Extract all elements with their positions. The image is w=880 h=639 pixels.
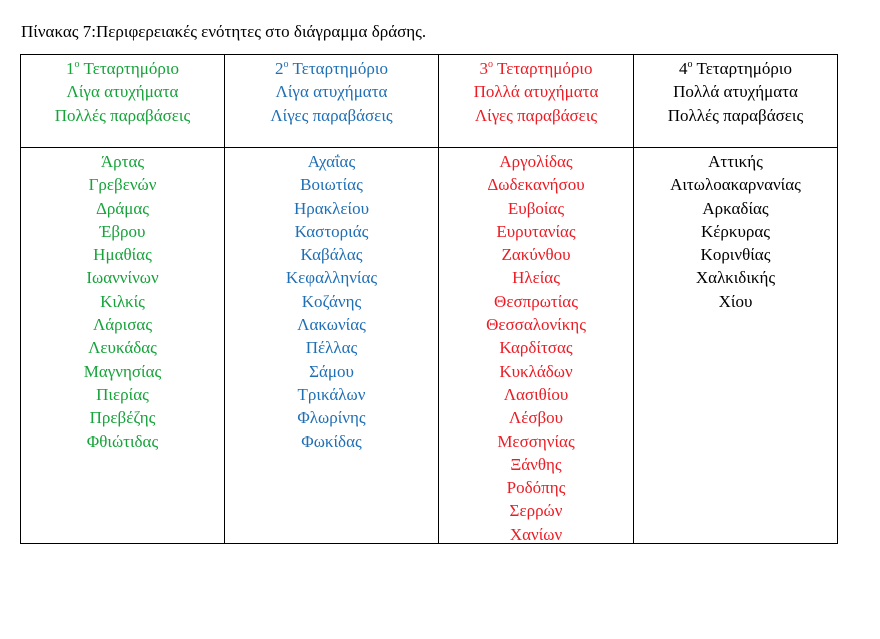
- regional-unit-item: Δράμας: [95, 198, 150, 218]
- regional-unit-item: Χανίων: [509, 524, 563, 544]
- regional-unit-item: Αρκαδίας: [702, 198, 769, 218]
- regional-unit-item: Ημαθίας: [93, 245, 152, 265]
- quadrant-4-accidents: Πολλά ατυχήματα: [673, 82, 798, 102]
- regional-unit-item: Ευρυτανίας: [496, 221, 576, 241]
- regional-unit-item: Κέρκυρας: [700, 221, 770, 241]
- regional-unit-item: Καρδίτσας: [499, 338, 573, 358]
- regional-unit-item: Κοζάνης: [301, 291, 362, 311]
- regional-unit-item: Ροδόπης: [506, 478, 566, 498]
- regional-unit-item: Βοιωτίας: [300, 175, 363, 195]
- regional-unit-item: Κεφαλληνίας: [285, 268, 378, 288]
- quadrant-1-accidents: Λίγα ατυχήματα: [66, 82, 179, 102]
- quadrant-4-violations: Πολλές παραβάσεις: [667, 105, 804, 125]
- regional-unit-item: Μεσσηνίας: [497, 431, 575, 451]
- regional-unit-item: Δωδεκανήσου: [487, 175, 585, 195]
- regional-unit-item: Πρεβέζης: [89, 408, 156, 428]
- regional-unit-item: Γρεβενών: [88, 175, 157, 195]
- quadrant-4-units: [634, 150, 837, 313]
- regional-unit-item: Αργολίδας: [499, 152, 573, 171]
- regional-unit-item: Χαλκιδικής: [695, 268, 776, 288]
- quadrant-2-accidents: Λίγα ατυχήματα: [275, 82, 388, 102]
- regional-unit-item: Πιερίας: [96, 384, 149, 404]
- regional-unit-item: Ηλείας: [512, 268, 560, 288]
- regional-unit-item: Αττικής: [708, 152, 763, 171]
- regional-unit-item: Φλωρίνης: [297, 408, 366, 428]
- regional-unit-item: Κορινθίας: [700, 245, 771, 265]
- quadrant-1-units: [21, 150, 224, 453]
- header-divider: [21, 147, 837, 148]
- quadrant-2-violations: Λίγες παραβάσεις: [270, 105, 393, 125]
- regional-unit-item: Λευκάδας: [88, 338, 157, 358]
- regional-unit-item: Λακωνίας: [297, 315, 366, 335]
- regional-unit-item: Καβάλας: [300, 245, 363, 265]
- regional-unit-item: Σερρών: [509, 501, 563, 521]
- regional-unit-item: Πέλλας: [305, 338, 358, 358]
- regional-unit-item: Αιτωλοακαρνανίας: [670, 175, 801, 195]
- quadrant-2-units: [225, 150, 438, 453]
- quadrant-2-header: [225, 57, 438, 127]
- regional-unit-item: Μαγνησίας: [83, 361, 162, 381]
- quadrant-4-title: $4^o$ Τεταρτημόριο: [679, 59, 792, 78]
- table-caption: Πίνακας 7:Περιφερειακές ενότητες στο διάγραμμα δράσης.: [21, 22, 427, 41]
- quadrant-3-accidents: Πολλά ατυχήματα: [473, 82, 599, 102]
- quadrant-1-violations: Πολλές παραβάσεις: [54, 105, 191, 125]
- regional-unit-item: Ξάνθης: [510, 454, 562, 474]
- regional-unit-item: Χίου: [718, 291, 753, 311]
- regional-unit-item: Θεσπρωτίας: [494, 291, 578, 311]
- regional-unit-item: Ζακύνθου: [501, 245, 571, 265]
- regional-unit-item: Αχαΐας: [307, 152, 356, 171]
- regional-unit-item: Θεσσαλονίκης: [486, 315, 586, 335]
- regional-unit-item: Άρτας: [100, 152, 145, 171]
- regional-unit-item: Ιωαννίνων: [86, 268, 159, 288]
- regional-unit-item: Φθιώτιδας: [86, 431, 159, 451]
- quadrant-3-title: $3^o$ Τεταρτημόριο: [479, 59, 593, 78]
- quadrant-2-title: $2^o$ Τεταρτημόριο: [275, 59, 388, 78]
- regional-unit-item: Κυκλάδων: [499, 361, 573, 381]
- regional-unit-item: Σάμου: [309, 361, 354, 381]
- regional-unit-item: Έβρου: [99, 221, 146, 241]
- regional-unit-item: Κιλκίς: [100, 291, 145, 311]
- regional-unit-item: Λάρισας: [92, 315, 153, 335]
- regional-unit-item: Λασιθίου: [503, 384, 569, 404]
- regional-unit-item: Ηρακλείου: [293, 198, 370, 218]
- regional-unit-item: Λέσβου: [508, 408, 564, 428]
- regional-unit-item: Τρικάλων: [297, 384, 366, 404]
- quadrant-3-violations: Λίγες παραβάσεις: [474, 105, 598, 125]
- quadrant-table: [20, 54, 838, 544]
- regional-unit-item: Ευβοίας: [507, 198, 565, 218]
- quadrant-3-header: [439, 57, 633, 127]
- quadrant-1-title: $1^o$ Τεταρτημόριο: [66, 59, 179, 78]
- quadrant-4-header: [634, 57, 837, 127]
- regional-unit-item: Φωκίδας: [301, 431, 362, 451]
- quadrant-3-units: [439, 150, 633, 546]
- regional-unit-item: Καστοριάς: [294, 221, 369, 241]
- quadrant-1-header: [21, 57, 224, 127]
